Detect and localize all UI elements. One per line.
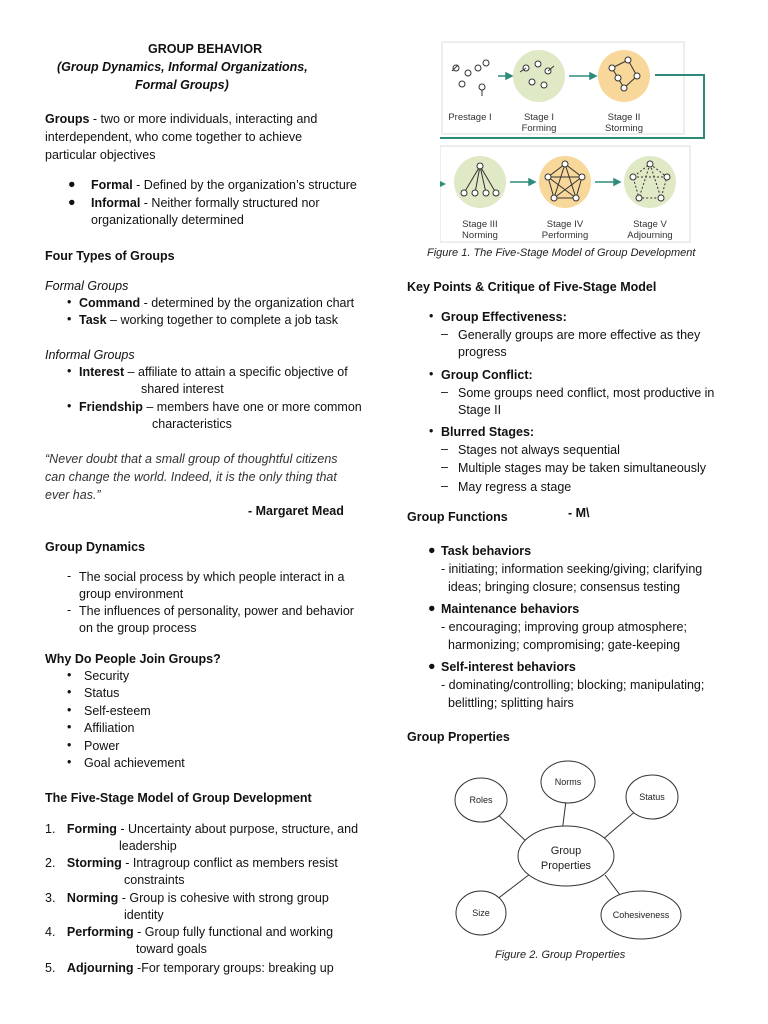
dash: - <box>67 569 72 583</box>
task-behaviors-title: Task behaviors <box>441 544 532 558</box>
size-label: Size <box>472 908 490 918</box>
maintenance-title: Maintenance behaviors <box>441 602 580 616</box>
bullet: ● <box>428 601 436 615</box>
task-behaviors-line-2: ideas; bringing closure; consensus testing <box>448 580 681 594</box>
performing-label: Stage IV <box>546 219 584 230</box>
task-term: Task <box>79 313 107 327</box>
dash: – <box>441 327 448 341</box>
blurred-title: Blurred Stages: <box>441 425 535 439</box>
figure-2-caption: Figure 2. Group Properties <box>495 949 626 961</box>
quote-line-3: ever has.” <box>45 488 101 502</box>
list-item-informal <box>91 195 320 211</box>
groups-def-text: - two or more individuals, interacting and <box>89 112 318 126</box>
prestage-label: Prestage I <box>448 112 492 123</box>
dynamics-item-1-cont: group environment <box>79 587 184 601</box>
dash: – <box>441 442 448 456</box>
list-item-formal <box>91 177 357 193</box>
conflict-title: Group Conflict: <box>441 368 533 382</box>
norming-label-2: Norming <box>462 230 498 241</box>
why-join-heading: Why Do People Join Groups? <box>45 652 221 666</box>
maintenance-line-2: harmonizing; compromising; gate-keeping <box>448 638 681 652</box>
conflict-item-cont: Stage II <box>458 403 502 417</box>
groups-def-line-3: particular objectives <box>45 148 156 162</box>
page-subtitle-2: Formal Groups) <box>135 78 229 92</box>
interest-term: Interest <box>79 365 125 379</box>
formal-groups-heading: Formal Groups <box>45 279 129 293</box>
bullet: • <box>67 703 72 717</box>
friendship-text: – members have one or more common <box>142 400 362 414</box>
self-interest-line-2: belittling; splitting hairs <box>448 696 574 710</box>
stage-item-norming-cont: identity <box>124 908 164 922</box>
bullet: • <box>67 755 72 769</box>
interest-cont: shared interest <box>141 382 224 396</box>
stage-item-adjourning <box>45 960 334 976</box>
bullet: • <box>67 668 72 682</box>
dash: – <box>441 385 448 399</box>
dynamics-item-1: The social process by which people interact in a <box>79 570 345 584</box>
group-functions-heading: Group Functions <box>407 510 508 524</box>
stage-item-storming <box>45 855 338 871</box>
group-properties-figure <box>448 757 696 947</box>
center-label: Group <box>550 845 582 857</box>
why-item-status: Status <box>84 686 120 700</box>
stage-num: 5. <box>45 961 56 975</box>
bullet: ● <box>428 659 436 673</box>
why-item-self-esteem: Self-esteem <box>84 704 151 718</box>
bullet: • <box>67 738 72 752</box>
list-item-task <box>79 312 338 328</box>
command-term: Command <box>79 296 141 310</box>
stage-item-performing-cont: toward goals <box>136 942 207 956</box>
stage-num: 2. <box>45 856 56 870</box>
stage-forming-circle <box>513 50 565 102</box>
stage-term: Forming <box>66 822 117 836</box>
dynamics-item-2: The influences of personality, power and behavior <box>79 604 354 618</box>
stage-term: Adjourning <box>66 961 134 975</box>
effectiveness-item-cont: progress <box>458 345 507 359</box>
bullet: ● <box>68 177 76 191</box>
effectiveness-title: Group Effectiveness: <box>441 310 567 324</box>
cohesiveness-label: Cohesiveness <box>612 910 670 920</box>
forming-label-2: Forming <box>521 123 557 134</box>
interest-text: – affiliate to attain a specific objective of <box>124 365 348 379</box>
bullet: ● <box>428 543 436 557</box>
page-title: GROUP BEHAVIOR <box>148 42 263 56</box>
dash: – <box>441 479 448 493</box>
blurred-item-2: Multiple stages may be taken simultaneously <box>458 461 707 475</box>
bullet: • <box>67 295 72 309</box>
dynamics-item-2-cont: on the group process <box>79 621 197 635</box>
list-item-friendship <box>79 399 362 415</box>
bullet: • <box>67 399 72 413</box>
handwritten-mark: - M\ <box>568 506 590 520</box>
page-subtitle: (Group Dynamics, Informal Organizations, <box>57 60 308 74</box>
stage-item-forming-cont: leadership <box>119 839 177 853</box>
dash: – <box>441 460 448 474</box>
informal-groups-heading: Informal Groups <box>45 348 135 362</box>
blurred-item-1: Stages not always sequential <box>458 443 620 457</box>
friendship-term: Friendship <box>79 400 143 414</box>
why-item-security: Security <box>84 669 130 683</box>
bullet: • <box>67 364 72 378</box>
conflict-item: Some groups need conflict, most productive in <box>458 386 715 400</box>
quote-line-1: “Never doubt that a small group of thoughtful citizens <box>45 452 338 466</box>
list-item-interest <box>79 364 348 380</box>
bullet: • <box>67 720 72 734</box>
group-dynamics-heading: Group Dynamics <box>45 540 146 554</box>
norms-label: Norms <box>554 777 582 787</box>
why-item-goal: Goal achievement <box>84 756 185 770</box>
groups-term: Groups <box>45 112 90 126</box>
stage-item-performing <box>45 924 333 940</box>
bullet: ● <box>68 195 76 209</box>
status-label: Status <box>639 792 665 802</box>
informal-term: Informal <box>91 196 141 210</box>
stage-text: -For temporary groups: breaking up <box>133 961 334 975</box>
four-types-heading: Four Types of Groups <box>45 249 175 263</box>
stage-text: - Intragroup conflict as members resist <box>121 856 338 870</box>
quote-author: - Margaret Mead <box>248 504 344 518</box>
stage-text: - Uncertainty about purpose, structure, and <box>116 822 359 836</box>
informal-cont: organizationally determined <box>91 213 244 227</box>
five-stage-figure <box>440 38 722 248</box>
quote-line-2: can change the world. Indeed, it is the only thing that <box>45 470 337 484</box>
stage-text: - Group is cohesive with strong group <box>118 891 329 905</box>
formal-text: - Defined by the organization’s structure <box>132 178 357 192</box>
prestage-icon <box>452 60 489 96</box>
bullet: • <box>429 424 434 438</box>
formal-term: Formal <box>91 178 133 192</box>
stage-item-forming <box>45 821 358 837</box>
five-stage-heading: The Five-Stage Model of Group Development <box>45 791 312 805</box>
stage-num: 3. <box>45 891 56 905</box>
stage-text: - Group fully functional and working <box>133 925 334 939</box>
stage-term: Storming <box>66 856 122 870</box>
storming-label-2: Storming <box>604 123 644 134</box>
friendship-cont: characteristics <box>152 417 232 431</box>
groups-definition <box>45 111 317 127</box>
task-text: – working together to complete a job task <box>106 313 338 327</box>
bullet: • <box>429 309 434 323</box>
bullet: • <box>67 685 72 699</box>
effectiveness-item: Generally groups are more effective as they <box>458 328 701 342</box>
dash: - <box>67 603 72 617</box>
self-interest-line-1: - dominating/controlling; blocking; manipulating; <box>441 678 705 692</box>
bullet: • <box>67 312 72 326</box>
norming-label: Stage III <box>462 219 498 230</box>
command-text: - determined by the organization chart <box>140 296 355 310</box>
stage-item-storming-cont: constraints <box>124 873 185 887</box>
maintenance-line-1: - encouraging; improving group atmosphere; <box>441 620 687 634</box>
list-item-command <box>79 295 354 311</box>
key-points-heading: Key Points & Critique of Five-Stage Model <box>407 280 657 294</box>
groups-def-line-2: interdependent, who come together to achieve <box>45 130 303 144</box>
group-properties-heading: Group Properties <box>407 730 510 744</box>
bullet: • <box>429 367 434 381</box>
roles-label: Roles <box>469 795 493 805</box>
adjourning-label-2: Adjourning <box>627 230 673 241</box>
figure-1-caption: Figure 1. The Five-Stage Model of Group Development <box>427 247 696 259</box>
blurred-item-3: May regress a stage <box>458 480 572 494</box>
stage-num: 4. <box>45 925 56 939</box>
self-interest-title: Self-interest behaviors <box>441 660 576 674</box>
adjourning-label: Stage V <box>633 219 667 230</box>
why-item-affiliation: Affiliation <box>84 721 135 735</box>
stage-term: Norming <box>66 891 119 905</box>
stage-item-norming <box>45 890 329 906</box>
stage-num: 1. <box>45 822 56 836</box>
arrow-head <box>440 180 446 188</box>
task-behaviors-line-1: - initiating; information seeking/giving; clarifying <box>441 562 703 576</box>
informal-text: - Neither formally structured nor <box>140 196 320 210</box>
center-label-2: Properties <box>540 860 592 872</box>
stage-term: Performing <box>66 925 134 939</box>
storming-label: Stage II <box>607 112 641 123</box>
stage-storming-circle <box>598 50 650 102</box>
why-item-power: Power <box>84 739 120 753</box>
performing-label-2: Performing <box>541 230 589 241</box>
forming-label: Stage I <box>523 112 555 123</box>
